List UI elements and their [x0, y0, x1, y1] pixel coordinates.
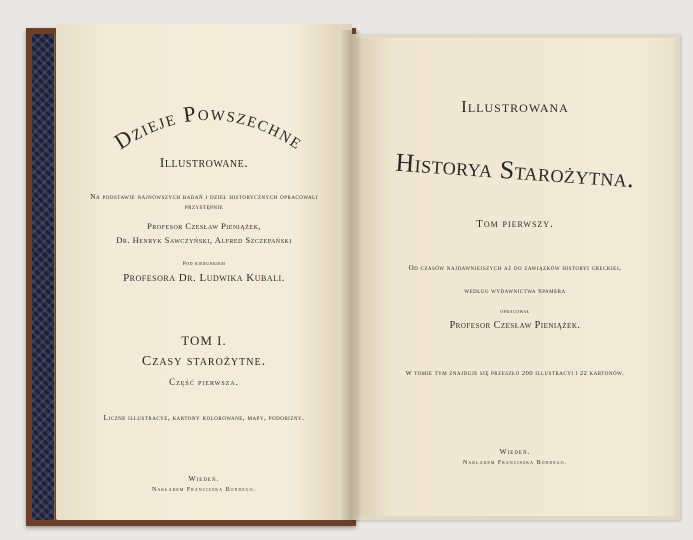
svg-text:Dzieje Powszechne: [110, 100, 309, 154]
right-title-line1: Illustrowana: [461, 97, 569, 116]
left-publisher: Nakładem Franciszka Bondego.: [152, 487, 256, 493]
marbled-spine: [32, 34, 55, 520]
left-basis-text: Na podstawie najnowszych badań i dzieł historycznych opracowali przystępnie: [90, 192, 318, 211]
right-title-page: [355, 38, 675, 516]
left-volume: TOM I.: [181, 333, 227, 348]
arched-title-svg: [104, 94, 314, 164]
right-author: Profesor Czesław Pieniążek.: [449, 320, 581, 331]
right-title-line2: Historya Starożytna.: [394, 147, 636, 194]
right-contents-note: W tomie tym znajduje się przeszło 200 illustracyi i 22 kartonów.: [405, 370, 625, 377]
right-volume: Tom pierwszy.: [476, 218, 554, 230]
left-section: Część pierwsza.: [169, 377, 239, 387]
right-publisher: Nakładem Franciszka Bondego.: [463, 460, 567, 466]
right-city: Wiedeń.: [499, 447, 531, 456]
left-city: Wiedeń.: [188, 474, 220, 483]
left-title-text: Dzieje Powszechne: [109, 99, 309, 155]
left-part-title: Czasy starożytne.: [141, 354, 267, 369]
left-subtitle: Illustrowane.: [159, 156, 249, 171]
left-title-page: [56, 24, 352, 520]
right-prepared-label: opracował: [500, 310, 530, 315]
left-authors-line1: Profesor Czesław Pieniążek,: [147, 221, 261, 231]
right-period-text: Od czasów najdawniejszych aż do zawiązków historyi greckiej,: [408, 264, 622, 272]
left-editor-label: Pod kierunkiem: [182, 261, 226, 267]
left-page-title: [104, 94, 314, 164]
left-authors-line2: Dr. Henryk Sawczyński, Alfred Szczepański: [116, 235, 292, 245]
right-according-text: według wydawnictwa Spamera: [464, 288, 566, 295]
left-illustrations-note: Liczne illustracye, kartony kolorowane, mapy, podobizny.: [103, 413, 305, 422]
left-editor-name: Profesora Dr. Ludwika Kubali.: [123, 272, 285, 284]
